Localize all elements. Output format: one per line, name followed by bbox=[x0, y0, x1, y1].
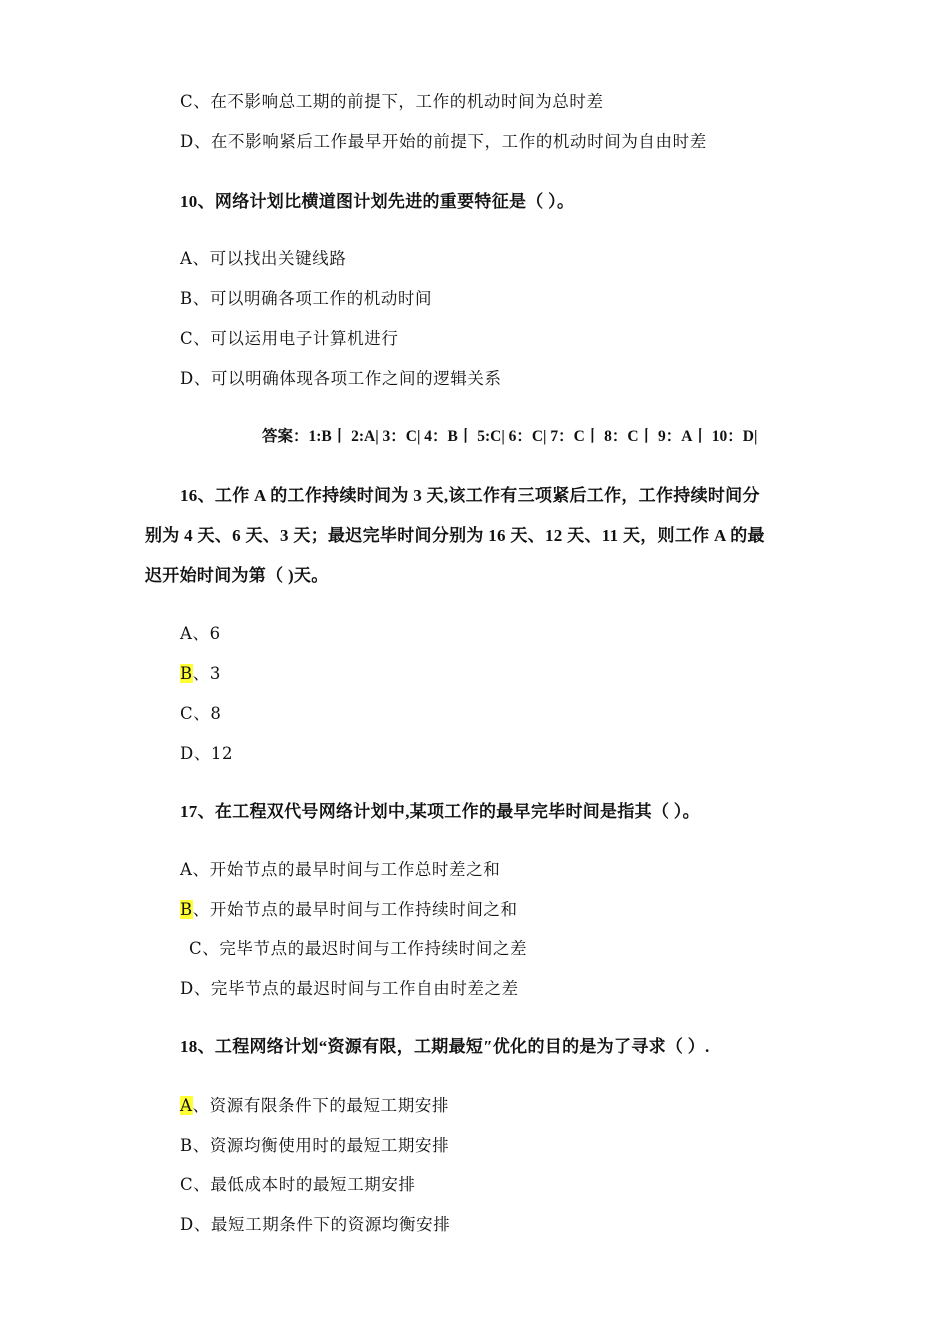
question-18-option-c: C、最低成本时的最短工期安排 bbox=[180, 1175, 416, 1194]
question-17-option-c: C、完毕节点的最迟时间与工作持续时间之差 bbox=[189, 939, 528, 958]
question-18-option-b: B、资源均衡使用时的最短工期安排 bbox=[180, 1136, 450, 1155]
question-17-option-a: A、开始节点的最早时间与工作总时差之和 bbox=[180, 860, 501, 879]
question-16-option-b: B、3 bbox=[180, 664, 221, 683]
question-18-option-d: D、最短工期条件下的资源均衡安排 bbox=[180, 1215, 451, 1234]
question-17-option-d: D、完毕节点的最迟时间与工作自由时差之差 bbox=[180, 979, 519, 998]
question-10-stem: 10、网络计划比横道图计划先进的重要特征是（ ）。 bbox=[180, 192, 575, 211]
question-10-option-b: B、可以明确各项工作的机动时间 bbox=[180, 289, 433, 308]
question-10-option-c: C、可以运用电子计算机进行 bbox=[180, 329, 399, 348]
highlight-mark: B bbox=[180, 664, 193, 683]
question-16-line-3: 迟开始时间为第（ )天。 bbox=[145, 566, 329, 585]
highlight-mark: A bbox=[180, 1096, 193, 1115]
question-16-option-d: D、12 bbox=[180, 744, 234, 763]
question-16-option-c: C、8 bbox=[180, 704, 222, 723]
question-16-option-a: A、6 bbox=[180, 624, 221, 643]
question-18-stem: 18、工程网络计划“资源有限，工期最短″优化的目的是为了寻求（ ）. bbox=[180, 1037, 710, 1056]
question-10-option-a: A、可以找出关键线路 bbox=[180, 249, 347, 268]
question-10-option-d: D、可以明确体现各项工作之间的逻辑关系 bbox=[180, 369, 502, 388]
highlight-mark: B bbox=[180, 900, 193, 919]
answer-key: 答案：1:B丨 2:A| 3：C| 4：B丨 5:C| 6：C| 7：C丨 8：C丨 9：A丨 10：D| bbox=[262, 428, 758, 445]
question-17-stem: 17、在工程双代号网络计划中,某项工作的最早完毕时间是指其（ ）。 bbox=[180, 802, 700, 821]
question-16-line-1: 16、工作 A 的工作持续时间为 3 天,该工作有三项紧后工作，工作持续时间分 bbox=[180, 486, 760, 505]
option-c-prev: C、在不影响总工期的前提下，工作的机动时间为总时差 bbox=[180, 92, 604, 111]
question-16-line-2: 别为 4 天、6 天、3 天；最迟完毕时间分别为 16 天、12 天、11 天，则工作 A 的最 bbox=[145, 526, 765, 545]
question-17-option-b: B、开始节点的最早时间与工作持续时间之和 bbox=[180, 900, 518, 919]
question-18-option-a: A、资源有限条件下的最短工期安排 bbox=[180, 1096, 450, 1115]
option-d-prev: D、在不影响紧后工作最早开始的前提下，工作的机动时间为自由时差 bbox=[180, 132, 707, 151]
